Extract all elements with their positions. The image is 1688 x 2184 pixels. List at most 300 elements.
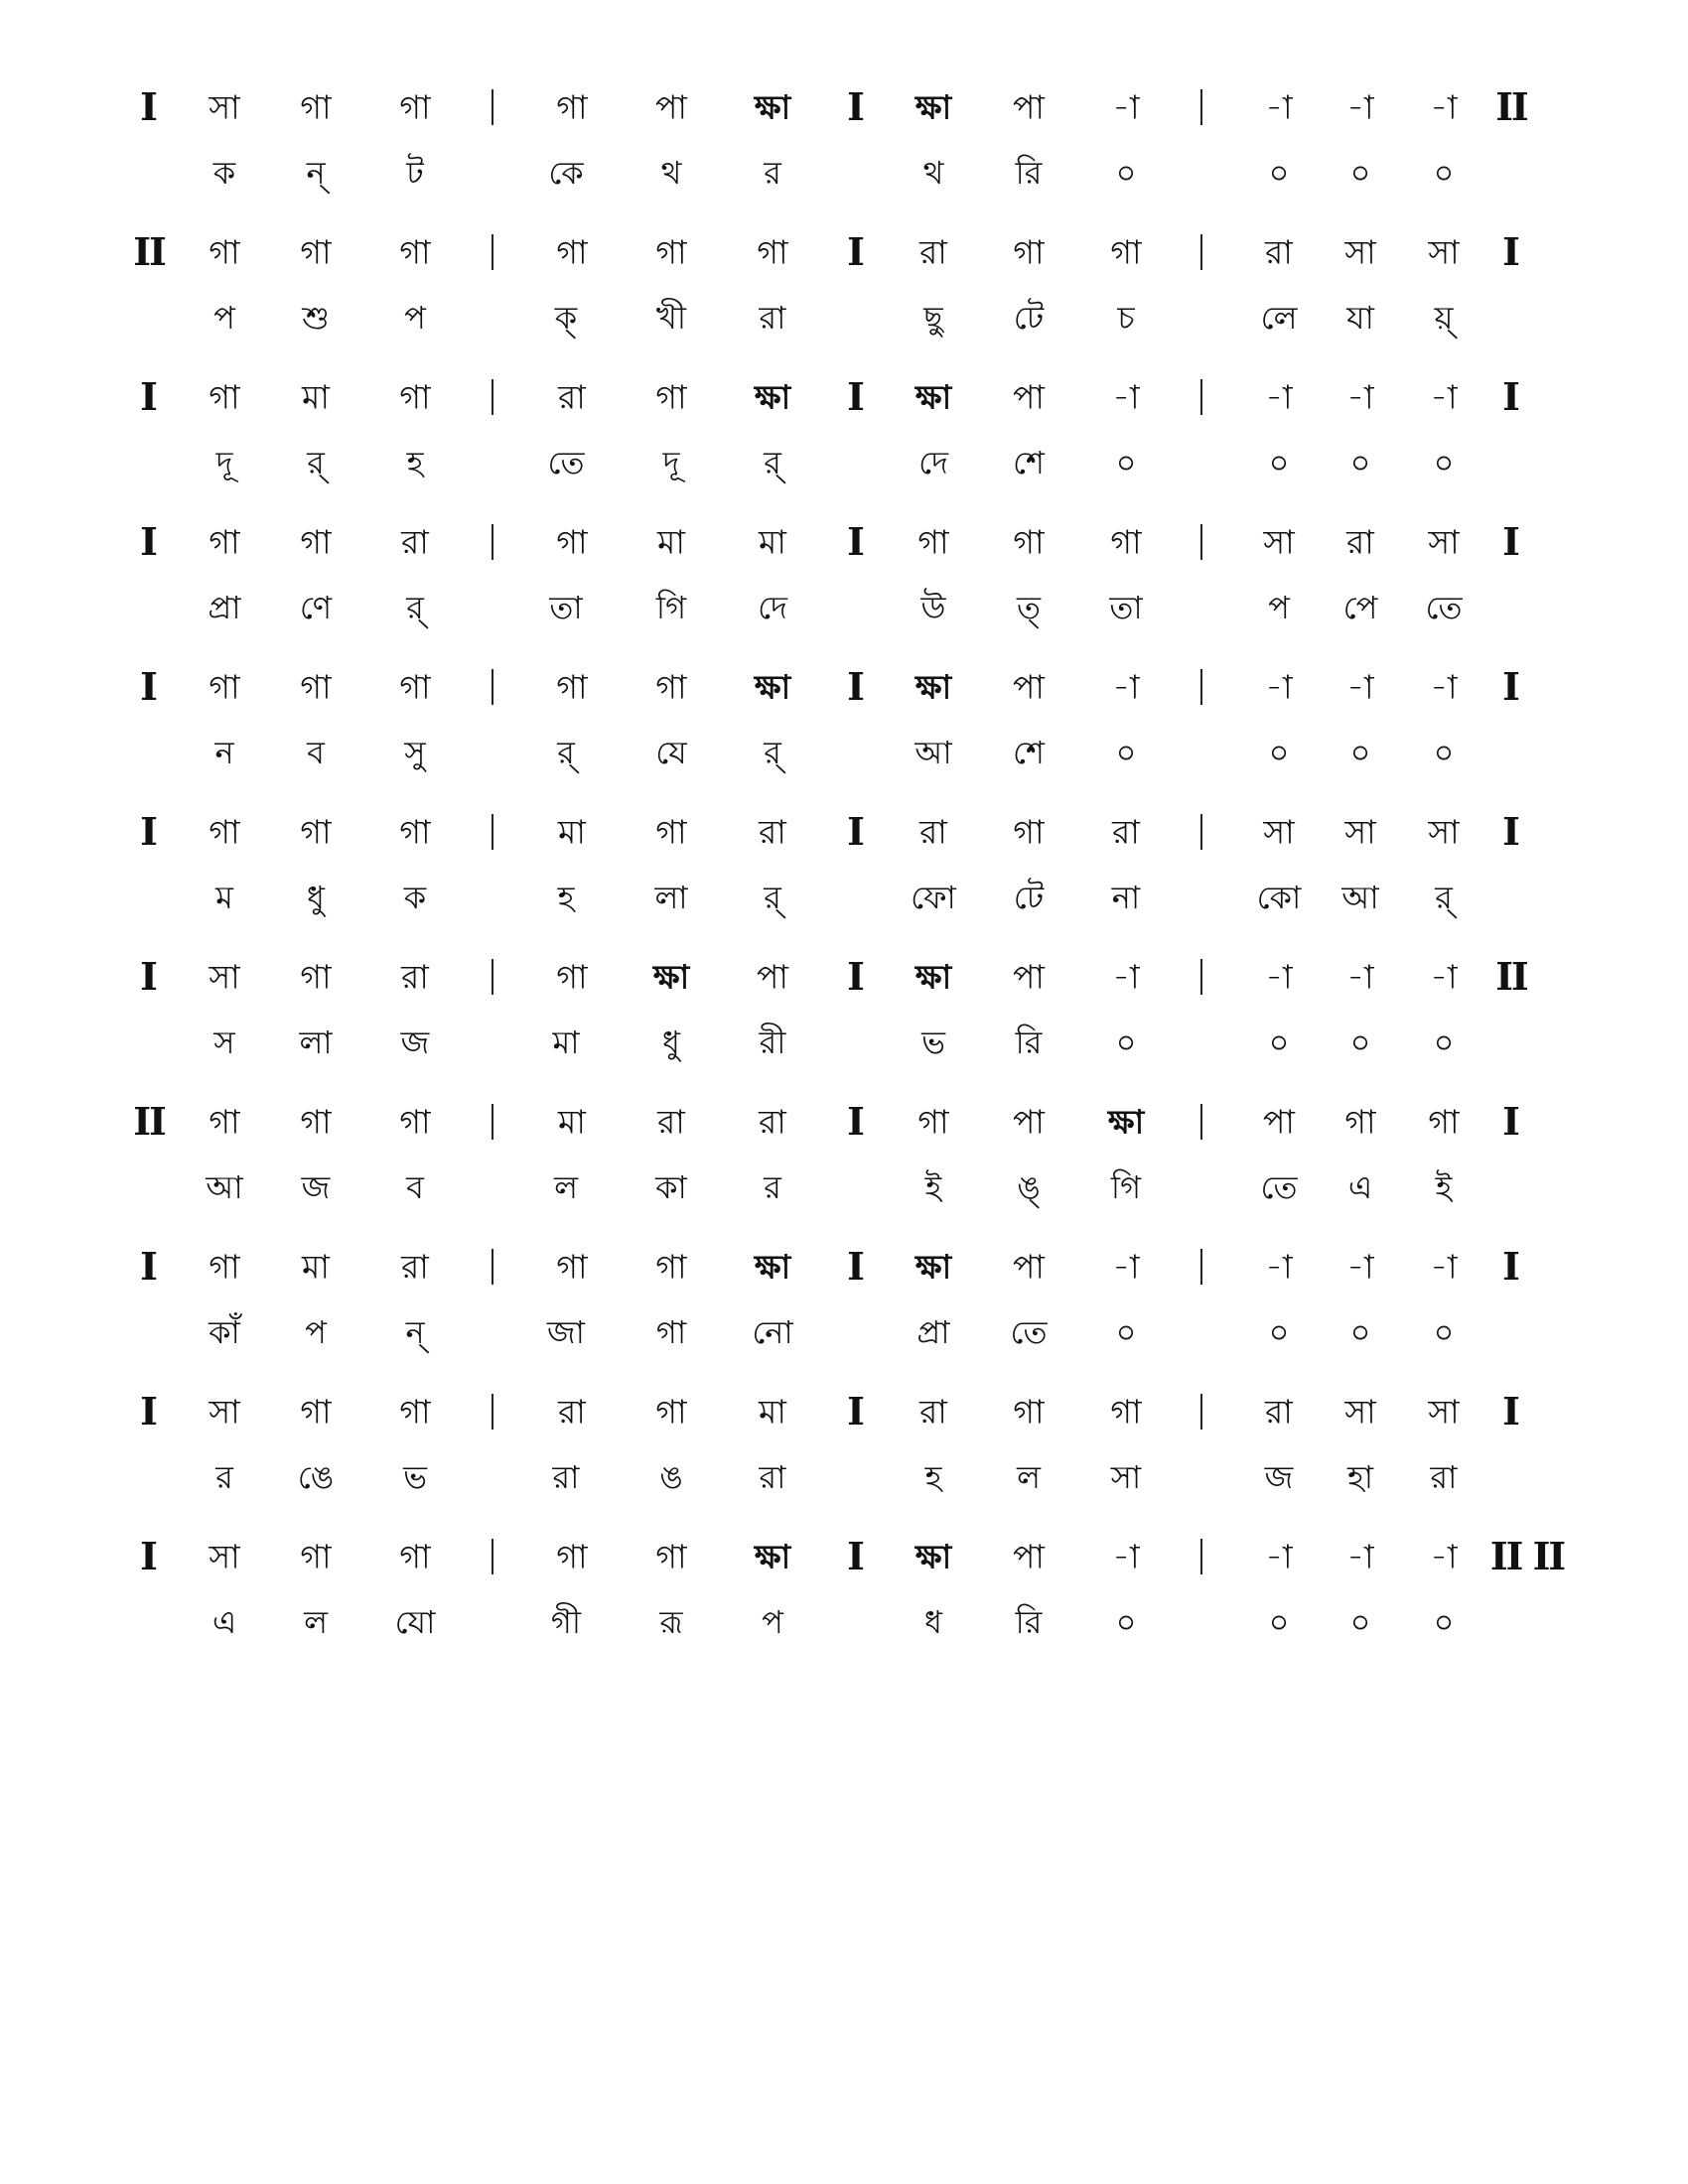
note-symbol: -া xyxy=(1430,377,1458,417)
beat-separator xyxy=(492,1539,493,1574)
note-symbol: সা xyxy=(1428,1392,1460,1432)
note-symbol: সা xyxy=(1428,812,1460,852)
note-symbol: গা xyxy=(1110,522,1142,562)
lyric-syllable: থ xyxy=(660,154,682,192)
lyric-syllable: ঙ xyxy=(659,1458,683,1496)
note-symbol: গা xyxy=(399,1102,431,1142)
notation-line xyxy=(0,357,1688,496)
lyric-syllable: র্ xyxy=(557,734,575,771)
note-symbol: -া xyxy=(1265,87,1293,127)
note-symbol: গা xyxy=(300,1392,332,1432)
lyric-syllable: সু xyxy=(404,734,426,771)
note-symbol: -া xyxy=(1430,667,1458,707)
lyric-syllable: উ xyxy=(920,589,946,626)
lyric-syllable: ই xyxy=(1435,1168,1453,1206)
lyric-syllable: আ xyxy=(1341,879,1379,916)
note-symbol: -া xyxy=(1112,1537,1140,1576)
note-symbol: মা xyxy=(558,1102,586,1142)
lyric-syllable: যা xyxy=(1346,299,1374,337)
note-symbol: গা xyxy=(556,1247,588,1287)
note-symbol: -া xyxy=(1265,667,1293,707)
note-symbol: গা xyxy=(300,812,332,852)
note-symbol: -া xyxy=(1112,957,1140,997)
note-symbol: পা xyxy=(1013,667,1045,707)
note-symbol: ক্ষা xyxy=(754,377,791,417)
note-symbol: রা xyxy=(1265,1392,1293,1432)
lyric-syllable: সা xyxy=(1110,1458,1142,1496)
lyric-syllable: ছু xyxy=(923,299,943,337)
lyric-syllable: তে xyxy=(1425,589,1463,626)
end-bar-marker: I xyxy=(1502,1099,1520,1144)
note-symbol: গা xyxy=(1344,1102,1376,1142)
lyric-syllable: খী xyxy=(655,299,687,337)
note-symbol: পা xyxy=(1263,1102,1295,1142)
note-symbol: -া xyxy=(1265,377,1293,417)
lyric-syllable: রি xyxy=(1015,1603,1043,1641)
lyric-syllable: র্ xyxy=(406,589,424,626)
note-symbol: মা xyxy=(302,377,330,417)
note-symbol: পা xyxy=(757,957,788,997)
lyric-syllable: দে xyxy=(918,444,948,481)
note-symbol: ক্ষা xyxy=(754,1537,791,1576)
note-symbol: গা xyxy=(399,1537,431,1576)
note-symbol: ক্ষা xyxy=(914,377,952,417)
note-symbol: -া xyxy=(1112,1247,1140,1287)
note-symbol: গা xyxy=(556,667,588,707)
note-symbol: গা xyxy=(655,667,687,707)
end-bar-marker: I xyxy=(1502,374,1520,419)
beat-separator xyxy=(492,814,493,850)
note-symbol: -া xyxy=(1265,1537,1293,1576)
start-bar-marker: I xyxy=(140,954,158,999)
measure-bar-marker: I xyxy=(847,374,865,419)
lyric-syllable: প xyxy=(762,1603,783,1641)
lyric-syllable: হ xyxy=(406,444,424,481)
note-symbol: মা xyxy=(558,812,586,852)
start-bar-marker: I xyxy=(140,664,158,709)
beat-separator xyxy=(1200,89,1202,125)
lyric-syllable: ধু xyxy=(307,879,325,916)
note-symbol: রা xyxy=(558,377,586,417)
lyric-syllable: না xyxy=(1111,879,1141,916)
note-symbol: গা xyxy=(209,812,240,852)
lyric-syllable: লা xyxy=(299,1024,333,1061)
lyric-syllable: হ xyxy=(557,879,575,916)
note-symbol: গা xyxy=(209,522,240,562)
note-symbol: গা xyxy=(1013,812,1045,852)
end-bar-marker: II II xyxy=(1489,1534,1565,1578)
note-symbol: -া xyxy=(1265,1247,1293,1287)
note-symbol: -া xyxy=(1346,667,1374,707)
lyric-syllable: র xyxy=(764,1168,781,1206)
lyric-syllable: জ xyxy=(1264,1458,1294,1496)
note-symbol: গা xyxy=(300,87,332,127)
notation-line xyxy=(0,647,1688,786)
notation-line xyxy=(0,937,1688,1076)
note-symbol: গা xyxy=(209,1102,240,1142)
beat-separator xyxy=(492,669,493,705)
lyric-syllable: ০ xyxy=(1433,444,1455,481)
note-symbol: গা xyxy=(655,377,687,417)
note-symbol: রা xyxy=(558,1392,586,1432)
note-symbol: গা xyxy=(556,232,588,272)
start-bar-marker: I xyxy=(140,519,158,564)
lyric-syllable: ভ xyxy=(921,1024,945,1061)
note-symbol: সা xyxy=(1428,522,1460,562)
notation-line xyxy=(0,502,1688,641)
note-symbol: পা xyxy=(1013,957,1045,997)
end-bar-marker: I xyxy=(1502,1244,1520,1289)
lyric-syllable: প xyxy=(213,299,235,337)
lyric-syllable: রি xyxy=(1015,154,1043,192)
lyric-syllable: রা xyxy=(552,1458,580,1496)
lyric-syllable: ০ xyxy=(1433,1603,1455,1641)
beat-separator xyxy=(492,1104,493,1140)
note-symbol: ক্ষা xyxy=(914,87,952,127)
lyric-syllable: কে xyxy=(548,154,584,192)
measure-bar-marker: I xyxy=(847,519,865,564)
notation-line xyxy=(0,1372,1688,1511)
lyric-syllable: ০ xyxy=(1349,734,1371,771)
note-symbol: গা xyxy=(300,522,332,562)
end-bar-marker: I xyxy=(1502,519,1520,564)
notation-line xyxy=(0,212,1688,351)
note-symbol: সা xyxy=(1344,232,1376,272)
beat-separator xyxy=(492,524,493,560)
note-symbol: গা xyxy=(209,232,240,272)
note-symbol: ক্ষা xyxy=(754,87,791,127)
lyric-syllable: ব xyxy=(406,1168,424,1206)
note-symbol: সা xyxy=(1344,812,1376,852)
lyric-syllable: য়্ xyxy=(1434,299,1454,337)
lyric-syllable: থ xyxy=(922,154,944,192)
lyric-syllable: ০ xyxy=(1349,1024,1371,1061)
lyric-syllable: জ xyxy=(301,1168,331,1206)
note-symbol: রা xyxy=(657,1102,685,1142)
beat-separator xyxy=(492,379,493,415)
lyric-syllable: ব xyxy=(307,734,325,771)
note-symbol: গা xyxy=(209,377,240,417)
note-symbol: ক্ষা xyxy=(914,667,952,707)
lyric-syllable: ধ xyxy=(924,1603,942,1641)
lyric-syllable: ০ xyxy=(1433,154,1455,192)
note-symbol: -া xyxy=(1265,957,1293,997)
note-symbol: ক্ষা xyxy=(914,1247,952,1287)
beat-separator xyxy=(1200,234,1202,270)
note-symbol: সা xyxy=(209,1537,240,1576)
lyric-syllable: ০ xyxy=(1115,1603,1137,1641)
note-symbol: গা xyxy=(399,812,431,852)
lyric-syllable: ০ xyxy=(1115,1024,1137,1061)
note-symbol: পা xyxy=(1013,87,1045,127)
lyric-syllable: ০ xyxy=(1115,734,1137,771)
lyric-syllable: জা xyxy=(547,1313,585,1351)
note-symbol: সা xyxy=(209,957,240,997)
lyric-syllable: পে xyxy=(1342,589,1378,626)
measure-bar-marker: I xyxy=(847,954,865,999)
lyric-syllable: যে xyxy=(655,734,687,771)
lyric-syllable: র্ xyxy=(764,734,781,771)
lyric-syllable: র্ xyxy=(764,444,781,481)
start-bar-marker: II xyxy=(133,229,165,274)
lyric-syllable: প xyxy=(305,1313,327,1351)
note-symbol: গা xyxy=(209,1247,240,1287)
note-symbol: রা xyxy=(401,522,429,562)
note-symbol: গা xyxy=(917,1102,949,1142)
note-symbol: গা xyxy=(1013,1392,1045,1432)
lyric-syllable: ল xyxy=(554,1168,578,1206)
note-symbol: রা xyxy=(1346,522,1374,562)
lyric-syllable: লে xyxy=(1260,299,1298,337)
note-symbol: মা xyxy=(759,1392,786,1432)
beat-separator xyxy=(1200,814,1202,850)
start-bar-marker: I xyxy=(140,1244,158,1289)
note-symbol: রা xyxy=(1112,812,1140,852)
start-bar-marker: I xyxy=(140,1389,158,1433)
note-symbol: -া xyxy=(1346,87,1374,127)
lyric-syllable: ন্ xyxy=(306,154,326,192)
lyric-syllable: প্রা xyxy=(208,589,241,626)
note-symbol: রা xyxy=(1265,232,1293,272)
note-symbol: -া xyxy=(1112,667,1140,707)
note-symbol: সা xyxy=(1428,232,1460,272)
lyric-syllable: র্ xyxy=(307,444,325,481)
lyric-syllable: রা xyxy=(759,1458,786,1496)
lyric-syllable: কাঁ xyxy=(209,1313,240,1351)
lyric-syllable: প্রা xyxy=(916,1313,950,1351)
lyric-syllable: ল xyxy=(304,1603,328,1641)
lyric-syllable: ০ xyxy=(1115,154,1137,192)
beat-separator xyxy=(1200,1539,1202,1574)
note-symbol: গা xyxy=(655,812,687,852)
lyric-syllable: ট xyxy=(406,154,424,192)
lyric-syllable: ০ xyxy=(1349,154,1371,192)
lyric-syllable: ০ xyxy=(1268,1024,1290,1061)
beat-separator xyxy=(492,959,493,995)
note-symbol: পা xyxy=(1013,1537,1045,1576)
end-bar-marker: I xyxy=(1502,1389,1520,1433)
note-symbol: গা xyxy=(300,232,332,272)
beat-separator xyxy=(1200,669,1202,705)
note-symbol: ক্ষা xyxy=(652,957,690,997)
note-symbol: -া xyxy=(1112,377,1140,417)
lyric-syllable: ০ xyxy=(1268,444,1290,481)
note-symbol: গা xyxy=(1428,1102,1460,1142)
note-symbol: গা xyxy=(917,522,949,562)
note-symbol: সা xyxy=(209,87,240,127)
lyric-syllable: গি xyxy=(1110,1168,1142,1206)
lyric-syllable: এ xyxy=(1347,1168,1373,1206)
note-symbol: রা xyxy=(759,812,786,852)
note-symbol: ক্ষা xyxy=(914,1537,952,1576)
note-symbol: -া xyxy=(1430,957,1458,997)
note-symbol: ক্ষা xyxy=(1107,1102,1145,1142)
lyric-syllable: দূ xyxy=(215,444,233,481)
end-bar-marker: I xyxy=(1502,664,1520,709)
lyric-syllable: তে xyxy=(547,444,585,481)
lyric-syllable: ল xyxy=(1017,1458,1041,1496)
note-symbol: -া xyxy=(1112,87,1140,127)
note-symbol: রা xyxy=(919,232,947,272)
lyric-syllable: হা xyxy=(1346,1458,1374,1496)
notation-line xyxy=(0,1082,1688,1221)
start-bar-marker: I xyxy=(140,1534,158,1578)
beat-separator xyxy=(1200,1394,1202,1430)
note-symbol: গা xyxy=(1110,232,1142,272)
lyric-syllable: ঙে xyxy=(297,1458,335,1496)
note-symbol: -া xyxy=(1346,377,1374,417)
lyric-syllable: শে xyxy=(1013,444,1045,481)
lyric-syllable: ০ xyxy=(1349,444,1371,481)
note-symbol: গা xyxy=(1013,522,1045,562)
beat-separator xyxy=(1200,524,1202,560)
note-symbol: -া xyxy=(1430,1247,1458,1287)
beat-separator xyxy=(1200,959,1202,995)
note-symbol: গা xyxy=(556,957,588,997)
note-symbol: গা xyxy=(300,1537,332,1576)
lyric-syllable: রূ xyxy=(659,1603,683,1641)
lyric-syllable: ণে xyxy=(299,589,333,626)
lyric-syllable: তে xyxy=(1260,1168,1298,1206)
note-symbol: রা xyxy=(401,1247,429,1287)
notation-line xyxy=(0,792,1688,931)
lyric-syllable: ন xyxy=(214,734,234,771)
note-symbol: গা xyxy=(757,232,788,272)
beat-separator xyxy=(1200,1104,1202,1140)
note-symbol: গা xyxy=(556,87,588,127)
note-symbol: পা xyxy=(1013,1102,1045,1142)
note-symbol: গা xyxy=(399,377,431,417)
lyric-syllable: ০ xyxy=(1433,1313,1455,1351)
note-symbol: গা xyxy=(655,232,687,272)
note-symbol: মা xyxy=(759,522,786,562)
lyric-syllable: চ xyxy=(1117,299,1135,337)
beat-separator xyxy=(1200,1249,1202,1285)
lyric-syllable: জ xyxy=(400,1024,430,1061)
lyric-syllable: ফো xyxy=(911,879,956,916)
end-bar-marker: II xyxy=(1495,84,1527,129)
measure-bar-marker: I xyxy=(847,1244,865,1289)
lyric-syllable: ভ xyxy=(403,1458,427,1496)
lyric-syllable: ন্ xyxy=(405,1313,425,1351)
lyric-syllable: ০ xyxy=(1268,734,1290,771)
lyric-syllable: ০ xyxy=(1268,154,1290,192)
lyric-syllable: টে xyxy=(1013,299,1045,337)
lyric-syllable: গি xyxy=(655,589,687,626)
lyric-syllable: ০ xyxy=(1268,1603,1290,1641)
measure-bar-marker: I xyxy=(847,1389,865,1433)
note-symbol: সা xyxy=(209,1392,240,1432)
lyric-syllable: শু xyxy=(302,299,330,337)
lyric-syllable: লা xyxy=(654,879,688,916)
note-symbol: ক্ষা xyxy=(914,957,952,997)
lyric-syllable: প xyxy=(404,299,426,337)
lyric-syllable: র xyxy=(215,1458,233,1496)
note-symbol: পা xyxy=(1013,1247,1045,1287)
notation-line xyxy=(0,1517,1688,1656)
start-bar-marker: I xyxy=(140,84,158,129)
lyric-syllable: দূ xyxy=(662,444,680,481)
note-symbol: গা xyxy=(399,1392,431,1432)
note-symbol: গা xyxy=(300,667,332,707)
lyric-syllable: রা xyxy=(759,299,786,337)
note-symbol: ক্ষা xyxy=(754,667,791,707)
lyric-syllable: রা xyxy=(1430,1458,1458,1496)
notation-line xyxy=(0,68,1688,206)
note-symbol: রা xyxy=(919,812,947,852)
note-symbol: গা xyxy=(556,522,588,562)
note-symbol: রা xyxy=(401,957,429,997)
lyric-syllable: ক xyxy=(403,879,427,916)
note-symbol: গা xyxy=(399,232,431,272)
start-bar-marker: I xyxy=(140,374,158,419)
notation-line xyxy=(0,1227,1688,1366)
note-symbol: গা xyxy=(1110,1392,1142,1432)
beat-separator xyxy=(492,234,493,270)
end-bar-marker: I xyxy=(1502,809,1520,854)
measure-bar-marker: I xyxy=(847,664,865,709)
note-symbol: মা xyxy=(657,522,685,562)
lyric-syllable: ০ xyxy=(1268,1313,1290,1351)
lyric-syllable: ০ xyxy=(1349,1603,1371,1641)
note-symbol: সা xyxy=(1344,1392,1376,1432)
beat-separator xyxy=(492,1394,493,1430)
end-bar-marker: I xyxy=(1502,229,1520,274)
lyric-syllable: গী xyxy=(550,1603,582,1641)
note-symbol: -া xyxy=(1430,1537,1458,1576)
lyric-syllable: ০ xyxy=(1115,1313,1137,1351)
lyric-syllable: ক xyxy=(212,154,236,192)
note-symbol: গা xyxy=(655,1537,687,1576)
beat-separator xyxy=(1200,379,1202,415)
lyric-syllable: র xyxy=(764,154,781,192)
lyric-syllable: টে xyxy=(1013,879,1045,916)
lyric-syllable: ধু xyxy=(662,1024,680,1061)
note-symbol: -া xyxy=(1346,1537,1374,1576)
measure-bar-marker: I xyxy=(847,1099,865,1144)
measure-bar-marker: I xyxy=(847,229,865,274)
note-symbol: রা xyxy=(919,1392,947,1432)
lyric-syllable: রি xyxy=(1015,1024,1043,1061)
note-symbol: গা xyxy=(300,1102,332,1142)
lyric-syllable: যো xyxy=(394,1603,436,1641)
lyric-syllable: তা xyxy=(1109,589,1143,626)
note-symbol: মা xyxy=(302,1247,330,1287)
lyric-syllable: নো xyxy=(752,1313,793,1351)
lyric-syllable: তে xyxy=(1010,1313,1048,1351)
lyric-syllable: ত্ xyxy=(1016,589,1042,626)
lyric-syllable: তা xyxy=(549,589,583,626)
start-bar-marker: II xyxy=(133,1099,165,1144)
lyric-syllable: প xyxy=(1268,589,1290,626)
note-symbol: -া xyxy=(1346,1247,1374,1287)
lyric-syllable: মা xyxy=(552,1024,580,1061)
note-symbol: -া xyxy=(1430,87,1458,127)
lyric-syllable: ০ xyxy=(1349,1313,1371,1351)
lyric-syllable: ই xyxy=(924,1168,942,1206)
beat-separator xyxy=(492,1249,493,1285)
lyric-syllable: ০ xyxy=(1433,1024,1455,1061)
lyric-syllable: ০ xyxy=(1433,734,1455,771)
lyric-syllable: ০ xyxy=(1115,444,1137,481)
note-symbol: রা xyxy=(759,1102,786,1142)
measure-bar-marker: I xyxy=(847,809,865,854)
note-symbol: সা xyxy=(1263,522,1295,562)
note-symbol: গা xyxy=(655,1392,687,1432)
lyric-syllable: এ xyxy=(211,1603,237,1641)
lyric-syllable: হ xyxy=(924,1458,942,1496)
note-symbol: সা xyxy=(1263,812,1295,852)
